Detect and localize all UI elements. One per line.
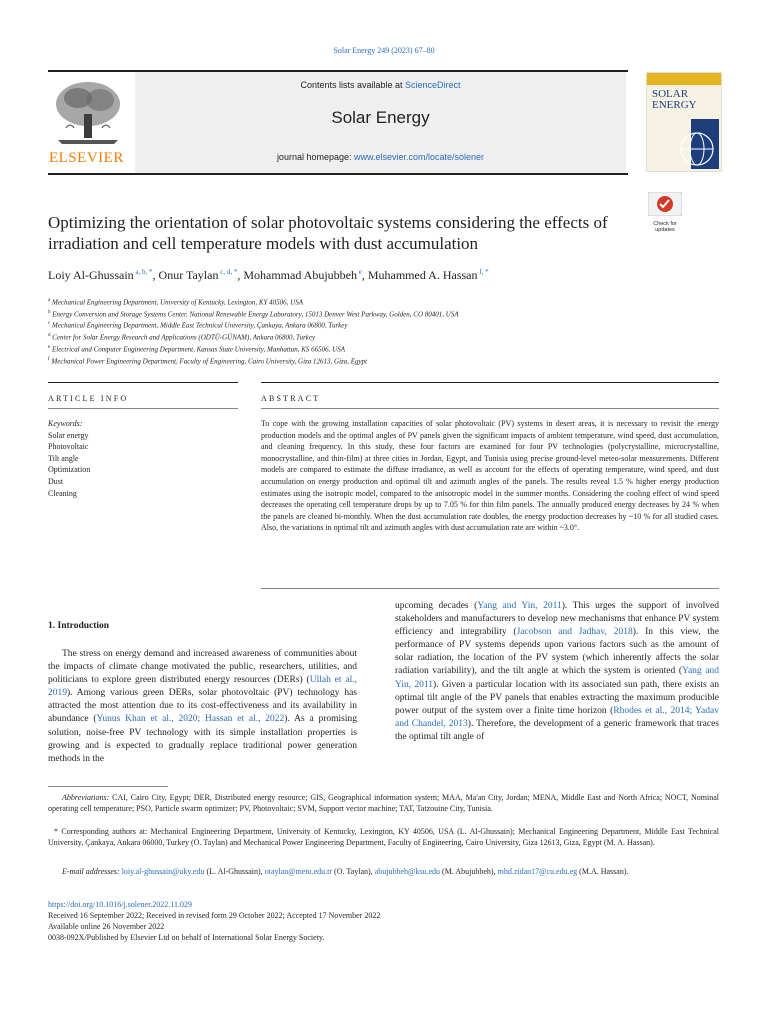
citation-link[interactable]: Yang and Yin, 2011 <box>477 601 562 611</box>
footnote-emails <box>48 866 719 877</box>
author-affiliation-marker[interactable]: e <box>356 268 362 276</box>
sciencedirect-link[interactable]: ScienceDirect <box>405 80 461 90</box>
cover-title <box>652 89 697 111</box>
article-info-subrule <box>48 408 238 409</box>
journal-homepage <box>135 152 626 162</box>
contents-prefix: Contents lists available at <box>300 80 406 90</box>
affiliation-marker: c <box>48 321 51 327</box>
homepage-prefix: journal homepage: <box>276 152 354 162</box>
citation-link[interactable]: Ullah et al., 2019 <box>48 675 357 699</box>
author-list: Loiy Al-Ghussain $^{a, b, *}$, Onur Taylan $^{c, d, *}$, Mohammad Abujubbeh $^e$, Muhammed A. Hassan $^{f, *}$ <box>48 268 489 282</box>
received-dates: Received 16 September 2022; Received in revised form 29 October 2022; Accepted 17 November 2022 <box>48 911 381 920</box>
abstract-subrule <box>261 408 719 409</box>
affiliation-marker: d <box>48 333 51 339</box>
copyright-line: 0038-092X/Published by Elsevier Ltd on behalf of International Solar Energy Society. <box>48 933 325 942</box>
elsevier-logo[interactable] <box>48 78 130 170</box>
body-text: ). This urges the support of involved stakeholders and manufacturers to develop new mechanisms that enhance PV system efficiency and integrability ( <box>395 601 719 638</box>
affiliation-text: Mechanical Engineering Department, University of Kentucky, Lexington, KY 40506, USA <box>50 298 303 307</box>
affiliation-item <box>48 308 728 320</box>
body-text: ). As a promising solution, noise-free PV technology with its simple installation properties is growing and is expected to gradually replace traditional power generation methods in the <box>48 714 357 764</box>
author-name[interactable]: Mohammad Abujubbeh <box>243 268 357 282</box>
body-text: ). Therefore, the development of a generic framework that traces the optimal tilt angle of <box>395 718 719 742</box>
citation-link[interactable]: Yunus Khan et al., 2020; Hassan et al., 2022 <box>96 714 285 725</box>
affiliation-text: Mechanical Power Engineering Department, Faculty of Engineering, Cairo University, Giza 12613, Giza, Egypt <box>49 357 368 365</box>
cover-title-line1: SOLAR <box>652 88 689 100</box>
keyword-item: Solar energy <box>48 430 89 440</box>
available-online: Available online 26 November 2022 <box>48 922 165 931</box>
publisher-name: ELSEVIER <box>49 150 124 166</box>
keywords-block <box>48 418 238 499</box>
abstract-label: ABSTRACT <box>261 394 321 403</box>
affiliation-text: Mechanical Engineering Department, Middle East Technical University, Çankaya, Ankara 06800, Turkey <box>50 321 348 330</box>
affiliation-item <box>48 296 728 308</box>
section-heading-introduction: 1. Introduction <box>48 621 110 631</box>
running-head[interactable]: Solar Energy 249 (2023) 67–80 <box>333 46 435 55</box>
affiliation-item <box>48 331 728 343</box>
check-for-updates-badge[interactable] <box>648 192 682 233</box>
affiliation-item <box>48 319 728 331</box>
affiliation-marker: f <box>48 356 50 362</box>
body-text: The stress on energy demand and increased awareness of communities about the impacts of climate change motivated the public, researchers, utilities, and politicians to explore green distributed energy resources (DERs) ( <box>48 649 357 686</box>
email-owner: (O. Taylan), <box>332 867 375 876</box>
keyword-item: Optimization <box>48 465 91 475</box>
cover-band <box>647 73 721 85</box>
body-text: upcoming decades ( <box>395 601 478 611</box>
abstract-text: To cope with the growing installation capacities of solar photovoltaic (PV) systems in desert areas, it is necessary to revisit the energy production models and the optimal angles of PV panels given the significant impacts of ambient temperature, wind speed, dust accumulation, and cleaning frequency. In this study, these four factors are examined for four PV technologies (polycrystalline, microcrystalline, monocrystalline, and thin-film) at three cities in Jordan, Egypt, and Tunisia using precise ground-level meteo-solar measurements. Different models are compared to estimate the diffuse irradiance, as well as account for the effects of operating temperature, wind speed, and dust accumulation on energy production and optimal tilt and azimuth angles of the panels. The results reveal 1.5 % higher energy production estimates using the isotropic model, compared to the anisotropic model in the summer months. Considering the cooling effect of wind speed decreases the operating cell temperature drops by up to 7.05 % for thin film panels. The annually produced energy decreases by 24 % when the panels are cleaned bi-monthly. When the dust accumulation rate doubles, the energy production decreases by ~10 % for all studied cases. Also, the variations in optimal tilt and azimuth angles with dust accumulation rate are within ~3.0°. <box>261 419 719 533</box>
paper-title: Optimizing the orientation of solar photovoltaic systems considering the effects of irradiation and cell temperature models with dust accumulation <box>48 213 608 253</box>
check-updates-icon <box>648 192 682 216</box>
abstract-rule <box>261 382 719 383</box>
intro-right-column <box>395 600 719 744</box>
affiliation-text: Center for Solar Energy Research and Applications (ODTÜ-GÜNAM), Ankara 06800, Turkey <box>50 333 316 342</box>
keyword-item: Dust <box>48 476 64 486</box>
cover-title-line2: ENERGY <box>652 99 697 111</box>
cover-globe-icon <box>675 119 719 169</box>
affiliation-marker: b <box>48 309 51 315</box>
contents-line <box>135 80 626 90</box>
intro-left-column <box>48 648 357 766</box>
affiliation-list <box>48 296 728 366</box>
email-link[interactable]: loiy.al-ghussain@uky.edu <box>121 867 205 876</box>
abbreviations-label: Abbreviations: <box>62 793 110 802</box>
footnote-rule <box>48 786 168 787</box>
homepage-link[interactable]: www.elsevier.com/locate/solener <box>354 152 485 162</box>
elsevier-tree-icon <box>48 78 128 148</box>
email-label: E-mail addresses: <box>62 867 120 876</box>
author-affiliation-marker[interactable]: f, * <box>477 268 489 276</box>
email-link[interactable]: mhd.zidan17@cu.edu.eg <box>497 867 578 876</box>
affiliation-item <box>48 355 728 367</box>
affiliation-marker: e <box>48 344 51 350</box>
keyword-item: Cleaning <box>48 488 77 498</box>
body-text: ). In this view, the performance of PV systems depends upon various factors such as the amount of solar radiation, the location of the PV system (which inherently affects the solar radiation variability), and the tilt angle at which the system is oriented ( <box>395 627 719 677</box>
email-link[interactable]: otaylan@metu.edu.tr <box>264 867 333 876</box>
check-updates-label: Check for updates <box>653 221 677 233</box>
journal-title[interactable]: Solar Energy <box>331 108 430 127</box>
affiliation-text: Energy Conversion and Storage Systems Center, National Renewable Energy Laboratory, 15013 Denver West Parkway, Golden, CO 80401, USA <box>50 310 459 319</box>
keywords-label: Keywords: <box>48 419 83 428</box>
email-owner: (L. Al-Ghussain), <box>204 867 265 876</box>
citation-link[interactable]: Yang and Yin, 2011 <box>395 666 720 690</box>
body-text: ). Given a particular location with its associated sun path, there exists an optimal tilt angle of the PV panels that enables extracting the maximum producible power output of the system over a finite time horizon ( <box>395 679 719 716</box>
affiliation-text: Electrical and Computer Engineering Department, Kansas State University, Manhattan, KS 66506, USA <box>50 345 345 354</box>
footnote-corresponding: * Corresponding authors at: Mechanical Engineering Department, University of Kentucky, Lexington, KY 40506, USA (L. Al-Ghussain); Mechanical Engineering Department, Middle East Technical University, Çankaya, Ankara 06000, Turkey (O. Taylan) and Mechanical Power Engineering Department, Faculty of Engineering, Cairo University, Giza 12613, Giza, Egypt (M. A. Hassan). <box>48 827 719 848</box>
doi-link[interactable]: https://doi.org/10.1016/j.solener.2022.11.029 <box>48 900 192 909</box>
abbreviations-text: CAI, Cairo City, Egypt; DER, Distributed energy resource; GIS, Geographical information system; MAA, Ma'an City, Jordan; MENA, Middle East and North Africa; NOCT, Nominal operating cell temperature; PSO, Particle swarm optimizer; PV, Photovoltaic; SVM, Support vector machine; TAT, Tatzouine City, Tunisia. <box>48 793 719 814</box>
article-info-rule <box>48 382 238 383</box>
keyword-item: Photovoltaic <box>48 442 89 452</box>
body-text: ). Among various green DERs, solar photovoltaic (PV) technology has attracted the most attention due to its cost-effectiveness and its availability in abundance ( <box>48 688 357 725</box>
article-info-label: ARTICLE INFO <box>48 394 129 403</box>
author-name[interactable]: Loiy Al-Ghussain <box>48 268 134 282</box>
banner-bottom-rule <box>48 173 628 175</box>
affiliation-item <box>48 343 728 355</box>
citation-link[interactable]: Jacobson and Jadhav, 2018 <box>516 627 633 638</box>
citation-link[interactable]: Rhodes et al., 2014; Yadav and Chandel, 2013 <box>395 705 719 729</box>
author-name[interactable]: Onur Taylan <box>158 268 219 282</box>
email-owner: (M. Abujubbeh), <box>440 867 498 876</box>
keyword-item: Tilt angle <box>48 453 79 463</box>
abstract-end-rule <box>261 588 719 589</box>
author-affiliation-marker[interactable]: c, d, * <box>218 268 238 276</box>
author-name[interactable]: Muhammed A. Hassan <box>367 268 478 282</box>
author-affiliation-marker[interactable]: a, b, * <box>133 268 153 276</box>
email-link[interactable]: abujubbeh@ksu.edu <box>374 867 441 876</box>
journal-cover[interactable] <box>646 72 722 172</box>
publication-meta <box>48 899 719 943</box>
email-owner: (M.A. Hassan). <box>577 867 629 876</box>
affiliation-marker: a <box>48 298 51 303</box>
footnote-abbreviations <box>48 792 719 815</box>
